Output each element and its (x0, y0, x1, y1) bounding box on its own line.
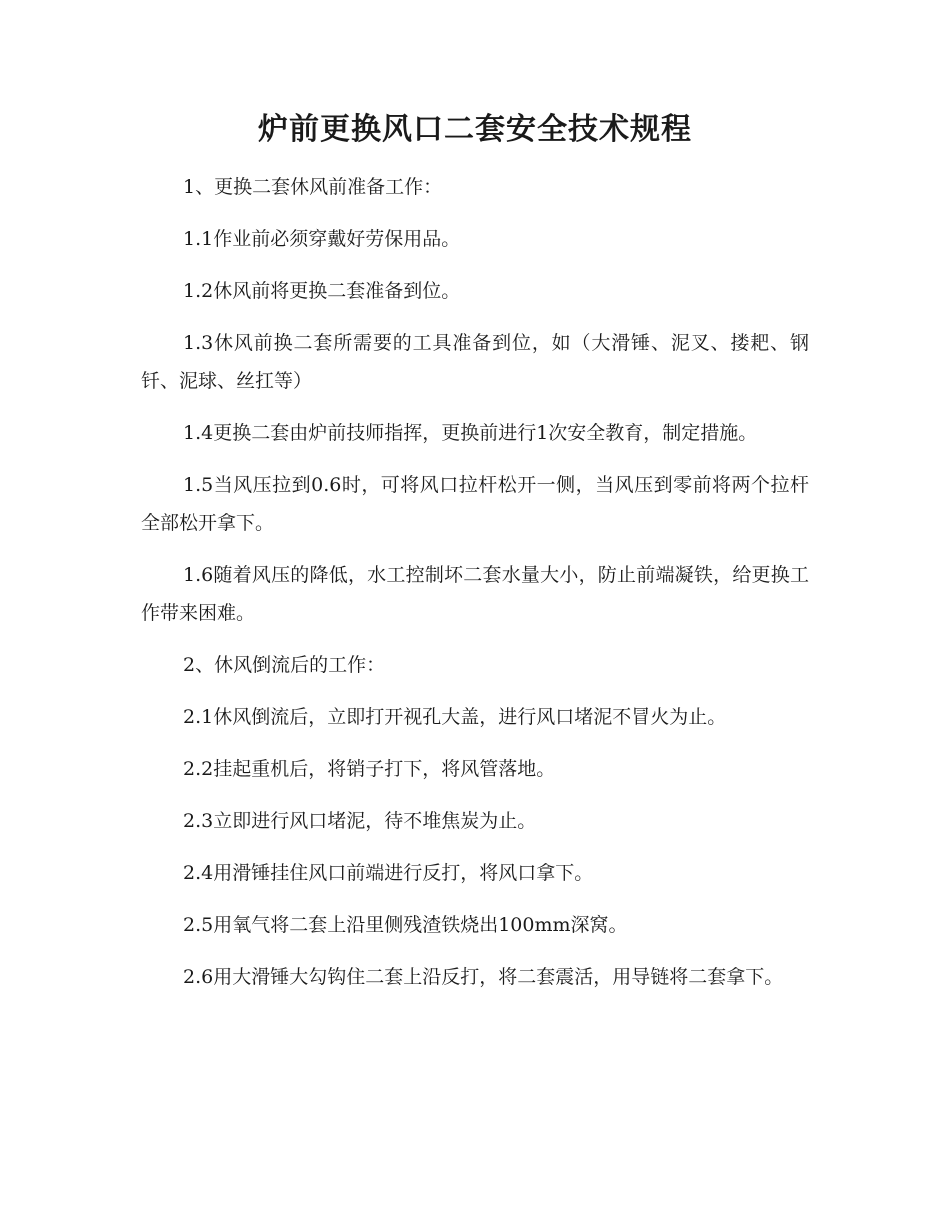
paragraph: 2.6用大滑锤大勾钩住二套上沿反打，将二套震活，用导链将二套拿下。 (183, 966, 784, 988)
paragraph: 1.3休风前换二套所需要的工具准备到位，如（大滑锤、泥叉、搂耙、钢钎、泥球、丝扛等） (141, 332, 809, 392)
paragraph: 1.4更换二套由炉前技师指挥，更换前进行1次安全教育，制定措施。 (183, 422, 758, 444)
paragraph: 1.5当风压拉到0.6时，可将风口拉杆松开一侧，当风压到零前将两个拉杆全部松开拿下。 (141, 474, 809, 534)
paragraph: 1.2休风前将更换二套准备到位。 (183, 280, 461, 302)
paragraph: 2.2挂起重机后，将销子打下，将风管落地。 (183, 758, 556, 780)
paragraph: 2.5用氧气将二套上沿里侧残渣铁烧出100mm深窝。 (183, 914, 628, 936)
document-title: 炉前更换风口二套安全技术规程 (258, 112, 692, 147)
paragraph: 2.3立即进行风口堵泥，待不堆焦炭为止。 (183, 810, 537, 832)
paragraph: 2.4用滑锤挂住风口前端进行反打，将风口拿下。 (183, 862, 594, 884)
paragraph: 1.1作业前必须穿戴好劳保用品。 (183, 228, 461, 250)
section-heading: 2、休风倒流后的工作： (183, 654, 386, 676)
document-body (141, 168, 809, 1010)
paragraph: 1.6随着风压的降低，水工控制坏二套水量大小，防止前端凝铁，给更换工作带来困难。 (141, 564, 809, 624)
section-heading: 1、更换二套休风前准备工作： (183, 176, 443, 198)
paragraph: 2.1休风倒流后，立即打开视孔大盖，进行风口堵泥不冒火为止。 (183, 706, 727, 728)
